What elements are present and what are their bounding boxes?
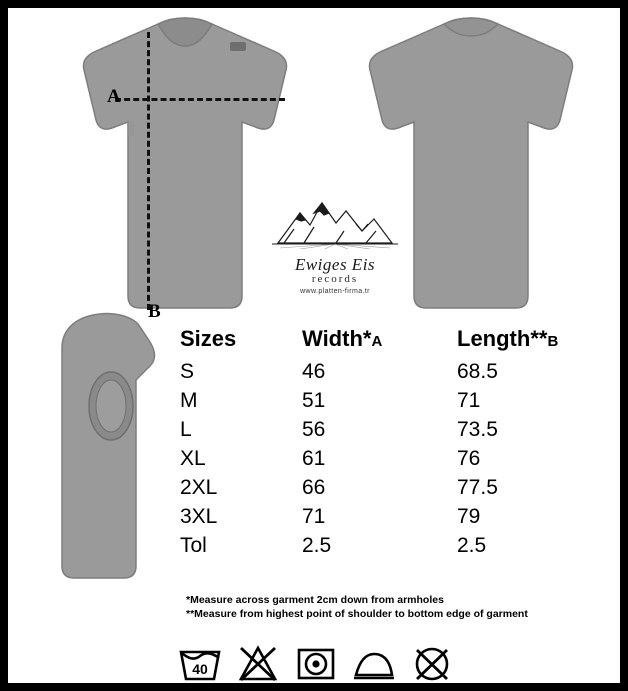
- tshirt-front-view: [70, 16, 300, 314]
- table-row: [180, 416, 610, 445]
- cell-length: 71: [457, 389, 481, 412]
- mountain-icon: [270, 191, 400, 249]
- cell-width: 51: [302, 389, 326, 412]
- header-width-sup: A: [371, 333, 383, 350]
- table-row: [180, 532, 610, 561]
- tumble-dry-icon: [294, 643, 338, 683]
- cell-width: 61: [302, 447, 326, 470]
- logo-url-text: www.platten-firma.tr: [300, 288, 370, 295]
- cell-size: L: [180, 418, 192, 441]
- logo-subtitle-text: records: [311, 273, 359, 285]
- care-symbols-row: [178, 640, 478, 686]
- wash-40-icon: [178, 643, 222, 683]
- cell-size: S: [180, 360, 195, 383]
- cell-size: 3XL: [180, 505, 218, 528]
- cell-length: 2.5: [457, 534, 487, 557]
- cell-width: 2.5: [302, 534, 332, 557]
- iron-icon: [352, 643, 396, 683]
- header-width-text: Width*: [302, 326, 372, 351]
- cell-length: 79: [457, 505, 481, 528]
- cell-width: 66: [302, 476, 326, 499]
- header-length-text: Length**: [457, 326, 548, 351]
- do-not-dry-clean-icon: [410, 643, 454, 683]
- cell-size: XL: [180, 447, 206, 470]
- cell-length: 77.5: [457, 476, 498, 499]
- cell-size: 2XL: [180, 476, 218, 499]
- svg-text:40: 40: [192, 661, 208, 677]
- cell-size: M: [180, 389, 198, 412]
- header-length-sup: B: [547, 333, 559, 350]
- table-row: [180, 474, 610, 503]
- tshirt-side-view: [38, 308, 168, 588]
- label-width-point: A: [107, 86, 121, 107]
- label-length-point: B: [148, 301, 161, 322]
- logo-brand-text: Ewiges Eis: [294, 255, 376, 274]
- cell-length: 68.5: [457, 360, 498, 383]
- measurement-notes: [186, 593, 616, 621]
- table-row: [180, 387, 610, 416]
- cell-width: 56: [302, 418, 326, 441]
- size-table-container: [180, 326, 610, 561]
- table-header-row: [180, 326, 610, 358]
- table-row: [180, 358, 610, 387]
- cell-size: Tol: [180, 534, 207, 557]
- do-not-bleach-icon: [236, 643, 280, 683]
- table-row: [180, 503, 610, 532]
- table-row: [180, 445, 610, 474]
- cell-length: 76: [457, 447, 481, 470]
- header-width: [302, 326, 457, 358]
- size-table: [180, 326, 610, 561]
- cell-width: 46: [302, 360, 326, 383]
- header-sizes: Sizes: [180, 326, 237, 351]
- brand-logo: [270, 191, 400, 296]
- note-length: **Measure from highest point of shoulder to bottom edge of garment: [186, 608, 528, 621]
- header-length: [457, 326, 610, 358]
- cell-length: 73.5: [457, 418, 498, 441]
- length-guide-line: [147, 32, 150, 310]
- cell-width: 71: [302, 505, 326, 528]
- note-width: *Measure across garment 2cm down from armholes: [186, 594, 444, 606]
- width-guide-line: [115, 98, 285, 101]
